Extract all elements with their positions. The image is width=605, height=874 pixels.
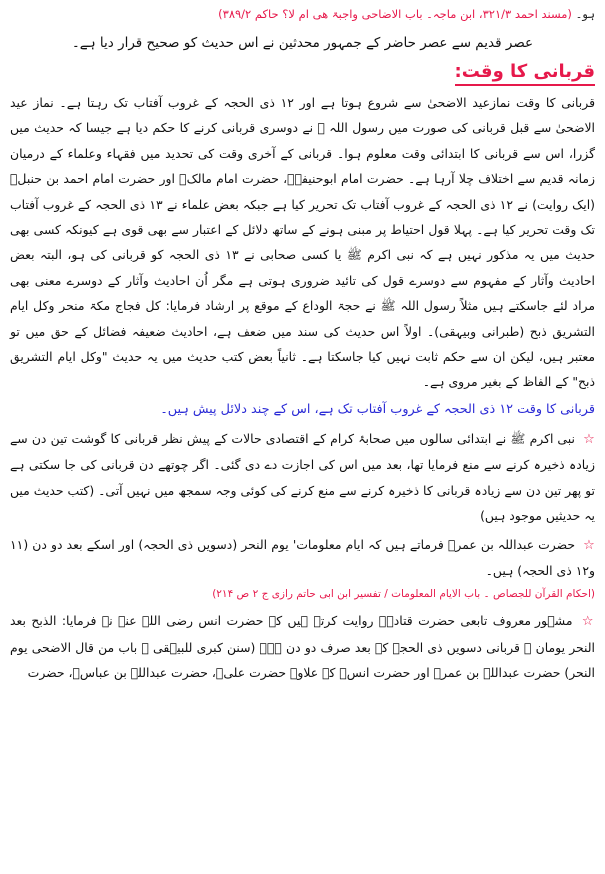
evidence-intro: قربانی کا وقت ۱۲ ذی الحجہ کے غروب آفتاب تک ہے، اس کے چند دلائل پیش ہیں۔	[160, 401, 595, 417]
intro-line: عصر قدیم سے عصر حاضر کے جمہور محدثین نے اس حدیث کو صحیح قرار دیا ہے۔	[71, 35, 534, 51]
star-outline-icon: ☆	[581, 614, 595, 630]
evidence-text: حضرت عبداللہ بن عمرؓ فرماتے ہیں کہ ایام معلومات' یوم النحر (دسویں ذی الحجہ) اور اسکے بعد دو دن (۱۱ و۱۲ ذی الحجہ) ہیں۔	[10, 536, 595, 578]
evidence-text: مشہور معروف تابعی حضرت قتادہؒ روایت کرتے ہیں کہ حضرت انس رضی اللہ عنہ نے فرمایا: الذبح بعد النحر یومان ۔ قربانی دسویں ذی الحجہ کے بعد صرف دو دن ہے۔ (سنن کبری للبیہقی ۔ باب من قال الاضحی یوم النحر) حضرت عبداللہ بن عمرؓ اور حضرت انسؓ کے علاوہ حضرت علیؓ، حضرت عبداللہ بن عباسؓ، حضرت	[10, 613, 595, 681]
evidence-item-3	[10, 608, 595, 685]
star-outline-icon: ☆	[583, 431, 595, 447]
heading-row	[10, 56, 595, 90]
reference-prefix: ہو۔	[575, 7, 595, 21]
star-outline-icon: ☆	[583, 537, 595, 553]
evidence-reference: (احکام القرآن للجصاص ۔ باب الایام المعلومات / تفسیر ابن ابی حاتم رازی ج ۲ ص ۲۱۴)	[212, 588, 595, 601]
reference-citation: (مسند احمد ۳۲۱/۳، ابن ماجہ۔ باب الاضاحی واجبۃ ھی ام لا؟ حاکم ۳۸۹/۲)	[218, 7, 572, 21]
top-reference	[10, 4, 595, 24]
evidence-item-1	[10, 426, 595, 529]
section-heading: قربانی کا وقت:	[455, 60, 595, 86]
evidence-item-2	[10, 532, 595, 606]
evidence-text: نبی اکرم ﷺ نے ابتدائی سالوں میں صحابۂ کرام کے اقتصادی حالات کے پیش نظر قربانی کا گوشت تین دن سے زیادہ ذخیرہ کرنے سے منع فرمایا تھا، بعد میں اس کی اجازت دے دی گئی۔ اگر چوتھے دن قربانی کی جا سکتی ہے تو پھر تین دن سے زیادہ قربانی کا ذخیرہ کرنے سے منع کرنے کی کوئی وجہ سمجھ میں نہیں آتی۔ (کتب حدیث میں یہ حدیثیں موجود ہیں)	[10, 430, 595, 524]
paragraph-1: قربانی کا وقت نمازعید الاضحیٰ سے شروع ہوتا ہے اور ۱۲ ذی الحجہ کے غروب آفتاب تک رہتا ہے۔ نماز عید الاضحیٰ سے قبل قربانی کی صورت میں رسول اللہ ﷺ نے دوسری قربانی کرنے کا حکم دیا ہے جیسا کہ حدیث میں گزرا، اس سے قربانی کا ابتدائی وقت معلوم ہوا۔ قربانی کے آخری وقت کی تحدید میں فقہاء وعلماء کے درمیان زمانہ قدیم سے اختلاف چلا آرہا ہے۔ حضرت امام ابوحنیفہؒ، حضرت امام مالکؒ اور حضرت امام احمد بن حنبلؒ (ایک روایت) نے ۱۲ ذی الحجہ کے غروب آفتاب تک تحریر کیا ہے جبکہ بعض علماء نے ۱۳ ذی الحجہ کے غروب آفتاب تک وقت تحریر کیا ہے۔ پہلا قول احتیاط پر مبنی ہونے کے ساتھ دلائل کے اعتبار سے بھی قوی ہے کیونکہ کسی بھی حدیث میں یہ مذکور نہیں ہے کہ نبی اکرم ﷺ یا کسی صحابی نے ۱۳ ذی الحجہ کو قربانی کی ہو، البتہ بعض احادیث وآثار کے مفہوم سے دوسرے قول کی تائید ضروری ہوتی ہے مگر اُن احادیث وآثار کے دوسرے معنی بھی مراد لئے جاسکتے ہیں مثلاً رسول اللہ ﷺ نے حجۃ الوداع کے موقع پر ارشاد فرمایا: کل فجاج مکۃ منحر وکل ایام التشریق ذبح (طبرانی وبیہقی)۔ اولاً اس حدیث کی سند میں ضعف ہے، احادیث ضعیفہ فضائل کے حق میں تو معتبر ہیں، لیکن ان سے حکم ثابت نہیں کیا جاسکتا ہے۔ ثانیاً بعض کتب حدیث میں یہ حدیث "وکل ایام التشریق ذبح" کے الفاظ کے بغیر مروی ہے۔	[10, 95, 595, 390]
